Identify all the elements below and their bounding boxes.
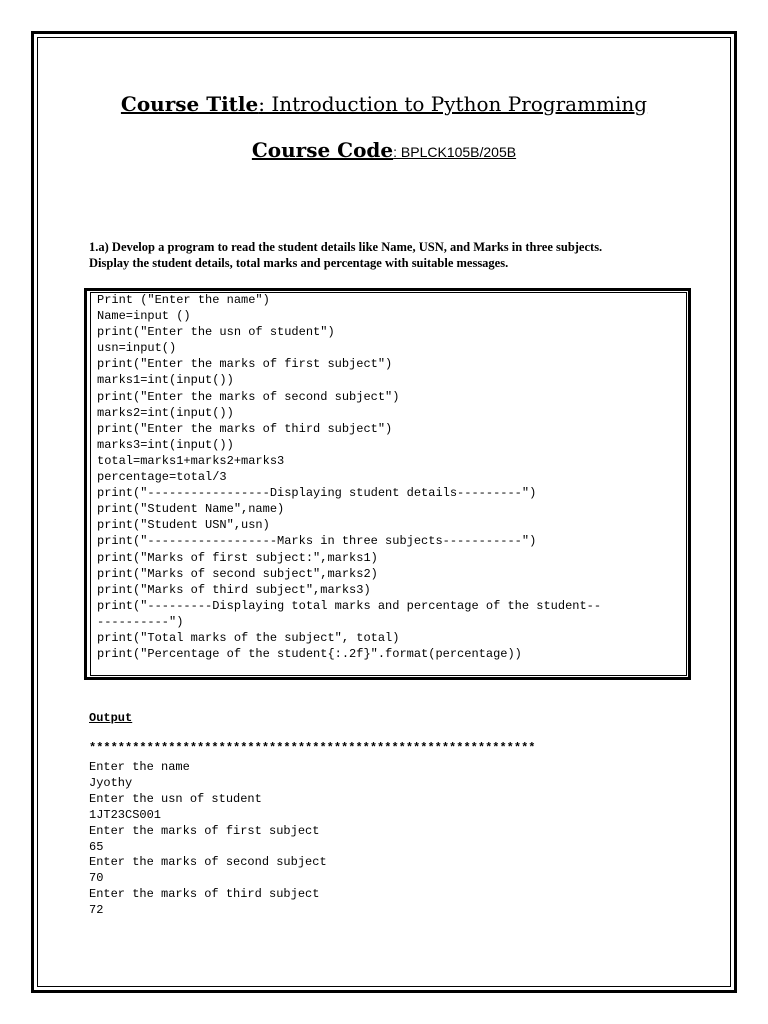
output-heading: Output (89, 711, 133, 725)
code-line: print("Enter the marks of third subject") (97, 421, 393, 436)
code-line: ----------") (97, 614, 184, 629)
course-title-label: Course Title (120, 92, 259, 116)
code-line: print("Marks of second subject",marks2) (97, 566, 378, 581)
code-line: print("------------------Marks in three subjects-----------") (97, 534, 537, 549)
output-line: 1JT23CS001 (89, 807, 162, 822)
output-line: Enter the marks of first subject (89, 823, 320, 838)
output-line: Jyothy (89, 775, 133, 790)
code-line: print("Enter the usn of student") (97, 325, 335, 340)
code-line: Print ("Enter the name") (97, 293, 270, 307)
output-block (89, 760, 327, 919)
question-line-2: Display the student details, total marks and percentage with suitable messages. (89, 256, 509, 270)
code-line: print("Marks of first subject:",marks1) (97, 550, 378, 565)
course-code-label: Course Code (251, 138, 394, 162)
course-code (0, 138, 768, 162)
code-line: marks3=int(input()) (97, 437, 234, 452)
code-line: print("Enter the marks of first subject") (97, 357, 393, 372)
output-line: Enter the usn of student (89, 791, 262, 806)
output-line: 70 (89, 871, 104, 886)
output-line: 72 (89, 903, 104, 918)
course-title (0, 92, 768, 116)
code-line: print("Student USN",usn) (97, 518, 270, 533)
code-line: Name=input () (97, 309, 191, 324)
code-line: print("Marks of third subject",marks3) (97, 582, 371, 597)
question-line-1: 1.a) Develop a program to read the student details like Name, USN, and Marks in three subjects. (89, 240, 603, 254)
code-line: usn=input() (97, 341, 177, 356)
code-line: print("-----------------Displaying student details---------") (97, 486, 537, 501)
code-line: print("Percentage of the student{:.2f}".format(percentage)) (97, 647, 522, 662)
code-block (97, 292, 601, 662)
question-text (89, 239, 689, 271)
output-line: Enter the marks of second subject (89, 855, 327, 870)
code-line: print("---------Displaying total marks and percentage of the student-- (97, 598, 602, 613)
code-line: print("Total marks of the subject", total) (97, 630, 400, 645)
code-line: print("Enter the marks of second subject") (97, 389, 400, 404)
code-line: percentage=total/3 (97, 470, 227, 485)
course-code-value: : BPLCK105B/205B (393, 144, 517, 160)
output-separator-stars: ************************************************************** (89, 741, 536, 755)
course-title-value: : Introduction to Python Programming (258, 92, 648, 116)
output-line: 65 (89, 839, 104, 854)
output-line: Enter the marks of third subject (89, 887, 320, 902)
output-line: Enter the name (89, 760, 190, 774)
code-line: marks2=int(input()) (97, 405, 234, 420)
code-line: print("Student Name",name) (97, 502, 285, 517)
code-line: marks1=int(input()) (97, 373, 234, 388)
code-line: total=marks1+marks2+marks3 (97, 453, 285, 468)
